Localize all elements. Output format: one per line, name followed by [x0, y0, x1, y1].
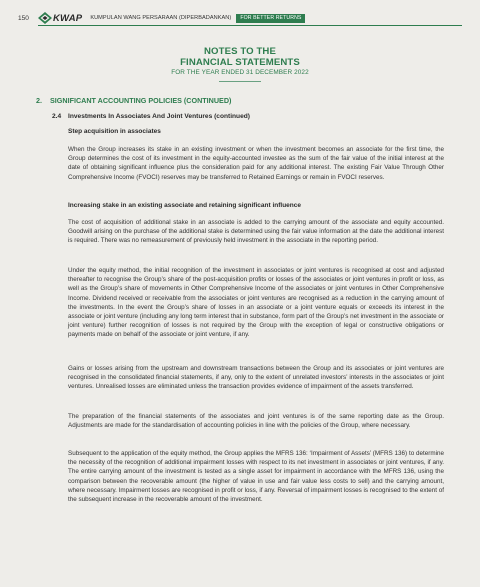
kwap-logo-icon	[38, 12, 52, 24]
title-divider	[219, 81, 261, 82]
title-line-1: NOTES TO THE	[204, 46, 276, 57]
paragraph-3: Under the equity method, the initial recognition of the investment in associates or joint ventures is recognised at cost and adjusted thereafter to recognise the Group’s share of the post-acquisition profits or losses of the associates or joint ventures in profit or loss, as well as the Group’s share of movements in Other Comprehensive Income of the associates or joint ventures in Other Comprehensive Income. Dividend received or receivable from the associates or joint ventures are recognised as a reduction in the carrying amount of the investments. In the event the Group’s share of losses in an associate or a joint venture equals or exceeds its interest in the associate or joint venture (including any long term interest that in substance, form part of the Group’s net investment in the associate or joint venture) further recognition of losses is not required by the Group with the exception of legal or constructive obligations or payments made on behalf of the associate or joint venture, if any.	[68, 267, 444, 339]
page-header	[18, 11, 462, 25]
tagline-badge: FOR BETTER RETURNS	[236, 14, 305, 23]
title-subtitle: FOR THE YEAR ENDED 31 DECEMBER 2022	[171, 69, 309, 76]
subsection-heading	[52, 113, 250, 120]
kwap-logo	[38, 12, 82, 24]
section-title: SIGNIFICANT ACCOUNTING POLICIES (CONTINUED)	[50, 96, 232, 105]
organization-name: KUMPULAN WANG PERSARAAN (DIPERBADANKAN)	[90, 15, 232, 21]
page-number: 150	[18, 14, 29, 22]
heading-increasing-stake: Increasing stake in an existing associate and retaining significant influence	[68, 202, 301, 209]
section-number: 2.	[36, 96, 42, 105]
header-divider	[38, 25, 462, 26]
paragraph-1: When the Group increases its stake in an existing investment or when the investment becomes an associate for the first time, the Group determines the cost of its investment in the equity-accounted investee as the sum of the fair value of the initial interest at the date of obtaining significant influence plus the consideration paid for any additional interest. The existing Fair Value Through Other Comprehensive Income (FVOCI) reserves may be transferred to Retained Earnings or remain in FVOCI reserves.	[68, 146, 444, 181]
logo-wordmark: KWAP	[53, 12, 83, 24]
heading-step-acquisition: Step acquisition in associates	[68, 128, 161, 135]
subsection-number: 2.4	[52, 113, 62, 120]
title-line-2: FINANCIAL STATEMENTS	[180, 57, 300, 68]
paragraph-6: Subsequent to the application of the equity method, the Group applies the MFRS 136: ‘Impairment of Assets’ (MFRS 136) to determine the necessity of the recognition of additional impairment losses with respect to its net investment in associates or joint ventures, if any. The entire carrying amount of the investment is tested as a single asset for impairment in accordance with the MFRS 136, using the comparison between the recoverable amount (the higher of value in use and fair value less costs to sell) and the carrying amount, where necessary. Impairment losses are recognised in profit or loss, if any. Reversal of impairment losses is recognised to the extent of the subsequent increase in the recoverable amount of the investment.	[68, 450, 444, 504]
section-heading	[36, 96, 231, 105]
paragraph-4: Gains or losses arising from the upstream and downstream transactions between the Group and its associates or joint ventures are recognised in the consolidated financial statements, if any, only to the extent of unrelated investors’ interests in the associates or joint ventures. Unrealised losses are eliminated unless the transaction provides evidence of impairment of the assets transferred.	[68, 365, 444, 391]
paragraph-5: The preparation of the financial statements of the associates and joint ventures is of the same reporting date as the Group. Adjustments are made for the standardisation of accounting policies in line with the policies of the Group, where necessary.	[68, 413, 444, 430]
paragraph-2: The cost of acquisition of additional stake in an associate is added to the carrying amount of the associate and equity accounted. Goodwill arising on the purchase of the additional stake is determined using the fair value information at the date the additional interest is required. There was no remeasurement of previously held investment in the associate in the reporting period.	[68, 219, 444, 245]
subsection-title: Investments In Associates And Joint Ventures (continued)	[68, 113, 250, 120]
